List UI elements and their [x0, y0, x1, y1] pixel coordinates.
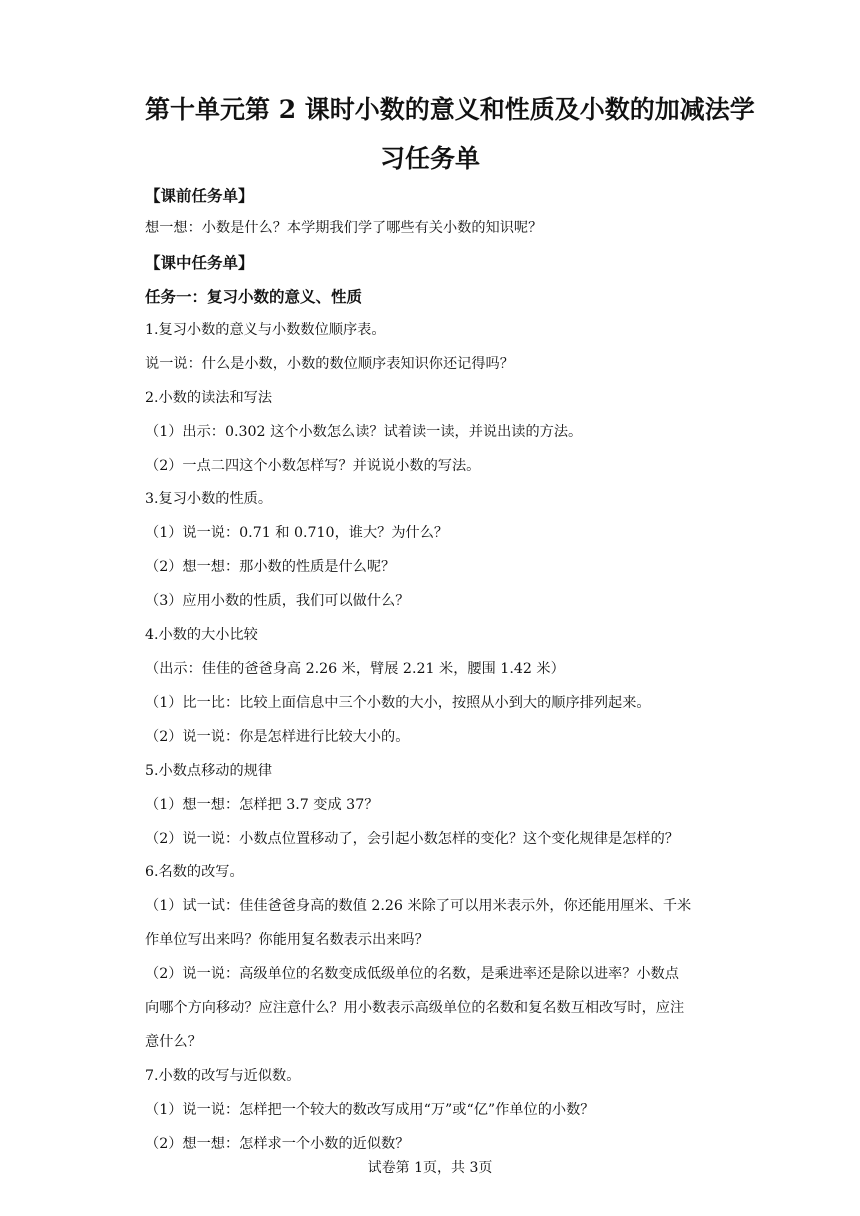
paragraph-line: 想一想：小数是什么？本学期我们学了哪些有关小数的知识呢？: [145, 220, 543, 236]
document-title-line-1: 第十单元第 2 课时小数的意义和性质及小数的加减法学: [145, 95, 755, 124]
paragraph-line: （1）说一说：怎样把一个较大的数改写成用“万”或“亿”作单位的小数？: [145, 1102, 595, 1118]
document-title-line-2: 习任务单: [379, 144, 480, 173]
item-heading: 6.名数的改写。: [145, 864, 244, 880]
item-heading: 4.小数的大小比较: [145, 627, 258, 643]
paragraph-line: （3）应用小数的性质，我们可以做什么？: [145, 593, 410, 609]
page-footer: 试卷第 1页，共 3页: [367, 1160, 493, 1176]
paragraph-line: 意什么？: [145, 1034, 202, 1050]
paragraph-line: （1）想一想：怎样把 3.7 变成 37？: [145, 797, 379, 813]
paragraph-line: （1）出示：0.302 这个小数怎么读？试着读一读，并说出读的方法。: [145, 424, 583, 440]
paragraph-line: （1）试一试：佳佳爸爸身高的数值 2.26 米除了可以用米表示外，你还能用厘米、千米: [145, 898, 692, 914]
paragraph-line: （2）想一想：那小数的性质是什么呢？: [145, 559, 396, 575]
item-heading: 3.复习小数的性质。: [145, 491, 273, 507]
paragraph-line: 说一说：什么是小数，小数的数位顺序表知识你还记得吗？: [145, 356, 514, 372]
paragraph-line: （出示：佳佳的爸爸身高 2.26 米，臂展 2.21 米，腰围 1.42 米）: [145, 661, 565, 677]
item-heading: 5.小数点移动的规律: [145, 763, 273, 779]
item-heading: 7.小数的改写与近似数。: [145, 1068, 301, 1084]
paragraph-line: （2）说一说：你是怎样进行比较大小的。: [145, 729, 410, 745]
paragraph-line: （2）说一说：小数点位置移动了，会引起小数怎样的变化？这个变化规律是怎样的？: [145, 831, 679, 847]
paragraph-line: （2）说一说：高级单位的名数变成低级单位的名数，是乘进率还是除以进率？小数点: [145, 966, 679, 982]
paragraph-line: 向哪个方向移动？应注意什么？用小数表示高级单位的名数和复名数互相改写时，应注: [145, 1000, 685, 1016]
task-heading: 任务一：复习小数的意义、性质: [145, 287, 363, 306]
paragraph-line: （2）想一想：怎样求一个小数的近似数？: [145, 1136, 410, 1152]
item-heading: 2.小数的读法和写法: [145, 390, 273, 406]
paragraph-line: （1）比一比：比较上面信息中三个小数的大小，按照从小到大的顺序排列起来。: [145, 695, 651, 711]
paragraph-line: （2）一点二四这个小数怎样写？并说说小数的写法。: [145, 458, 481, 474]
section-heading-pre-class: 【课前任务单】: [145, 186, 254, 205]
section-heading-in-class: 【课中任务单】: [145, 253, 254, 272]
paragraph-line: 作单位写出来吗？你能用复名数表示出来吗？: [145, 932, 429, 948]
item-heading: 1.复习小数的意义与小数数位顺序表。: [145, 322, 386, 338]
paragraph-line: （1）说一说：0.71 和 0.710，谁大？为什么？: [145, 525, 449, 541]
